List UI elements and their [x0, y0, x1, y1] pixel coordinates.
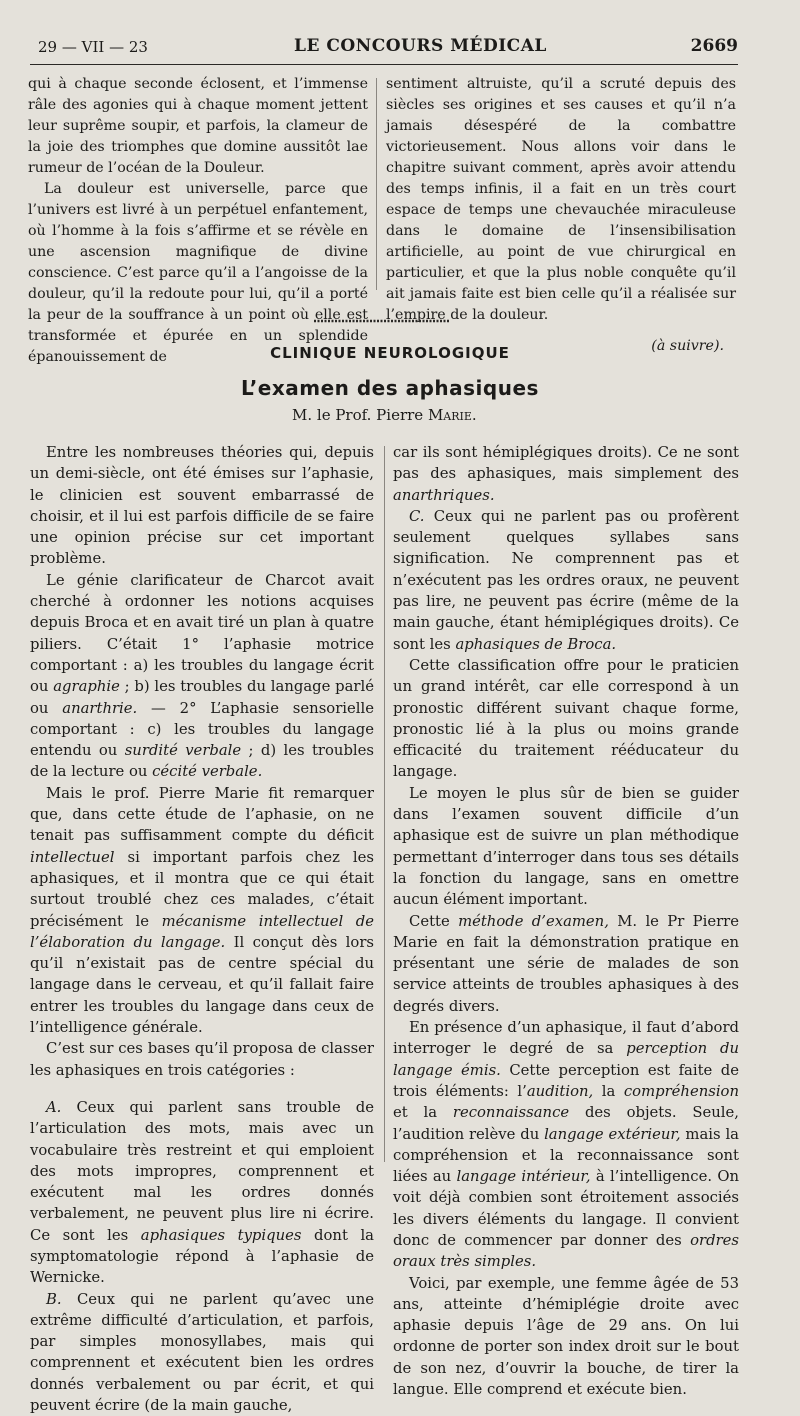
paragraph: sentiment altruiste, qu’il a scruté depuis des siècles ses origines et ses causes et qu’il n’a jamais désespéré de la combattre victorieusement. Nous allons voir dans le chapitre suivant comment, après avoir attendu des temps infinis, il a fait en un très court espace de temps une chevauchée miraculeuse dans le domaine de l’insensibilisation artificielle, au point de vue chirurgical en particulier, et que la plus noble conquête qu’il ait jamais faite est bien celle qu’il a réalisée sur l’empire de la douleur. [386, 76, 736, 323]
previous-article-right-column [386, 74, 736, 357]
paragraph: Entre les nombreuses théories qui, depuis un demi-siècle, ont été émises sur l’aphasie, le clinicien est souvent embarrassé de choisir, et il lui est parfois difficile de se faire une opinion précise sur cet important problème. [30, 444, 374, 568]
paragraph: Le moyen le plus sûr de bien se guider dans l’examen souvent difficile d’un aphasique est de suivre un plan méthodique permettant d’interroger dans tous ses détails la fonction du langage, sans en omettre aucun élément important. [393, 784, 739, 909]
paragraph: Le génie clarificateur de Charcot avait cherché à ordonner les notions acquises depuis Broca et en avait tiré un plan à quatre piliers. C’était 1° l’aphasie motrice comportant : a) les troubles du langage écrit ou agraphie ; b) les troubles du langage parlé ou anarthrie. — 2° L’aphasie sensorielle comportant : c) les troubles du langage entendu ou surdité verbale ; d) les troubles de la lecture ou cécité verbale. [30, 571, 374, 781]
to-be-continued: (à suivre). [651, 338, 724, 354]
category-a-paragraph: A. Ceux qui parlent sans trouble de l’articulation des mots, mais avec un vocabulaire très restreint et qui emploient des mots impropres, comprennent et exécutent mal les ordres donnés verbalement, ne peuvent plus lire ni écrire. Ce sont les aphasiques typiques dont la symptomatologie répond à l’aphasie de Wernicke. [30, 1098, 374, 1287]
page-header [34, 34, 738, 62]
paragraph: Cette méthode d’examen, M. le Pr Pierre Marie en fait la démonstration pratique en présentant une série de malades de son service atteints de troubles aphasiques à des degrés divers. [393, 912, 739, 1015]
category-b-paragraph: B. Ceux qui ne parlent qu’avec une extrême difficulté d’articulation, et parfois, par simples monosyllabes, mais qui comprennent et exécutent bien les ordres donnés verbalement ou par écrit, et qui peuvent écrire (de la main gauche, [30, 1290, 374, 1415]
author-line [292, 406, 477, 424]
column-divider [376, 78, 377, 290]
paragraph: qui à chaque seconde éclosent, et l’immense râle des agonies qui à chaque moment jettent leur suprême soupir, et parfois, la clameur de la joie des triomphes que domine aussitôt lae rumeur de l’océan de la Douleur. [28, 76, 368, 176]
article-left-column [30, 442, 374, 1416]
author-prefix: M. le Prof. Pierre [292, 406, 424, 424]
issue-date: 29 — VII — 23 [38, 38, 148, 56]
article-right-column [393, 442, 739, 1400]
section-heading: CLINIQUE NEUROLOGIQUE [270, 344, 510, 362]
journal-title: LE CONCOURS MÉDICAL [294, 36, 547, 56]
header-rule [30, 64, 738, 65]
page-number: 2669 [690, 36, 738, 56]
section-ornament [312, 316, 452, 326]
paragraph: car ils sont hémiplégiques droits). Ce ne sont pas des aphasiques, mais simplement des anarthriques. [393, 444, 739, 504]
category-c-paragraph: C. Ceux qui ne parlent pas ou profèrent seulement quelques syllabes sans signification. Ne comprennent pas et n’exécutent pas les ordres oraux, ne peuvent pas lire, ne peuvent pas écrire (même de la main gauche, étant hémiplégiques droits). Ce sont les aphasiques de Broca. [393, 507, 739, 653]
paragraph: En présence d’un aphasique, il faut d’abord interroger le degré de sa perception du langage émis. Cette perception est faite de trois éléments: l’audition, la compréhension et la reconnaissance des objets. Seule, l’audition relève du langage extérieur, mais la compréhension et la reconnaissance sont liées au langage intérieur, à l’intelligence. On voit déjà combien sont étroitement associés les divers éléments du langage. Il convient donc de commencer par donner des ordres oraux très simples. [393, 1019, 739, 1271]
paragraph: C’est sur ces bases qu’il proposa de classer les aphasiques en trois catégories : [30, 1040, 374, 1079]
column-divider [384, 446, 385, 1162]
paragraph: Cette classification offre pour le praticien un grand intérêt, car elle correspond à un pronostic différent suivant chaque forme, pronostic lié à la plus ou moins grande efficacité du traitement rééducateur du langage. [393, 656, 739, 781]
article-title: L’examen des aphasiques [241, 376, 539, 400]
paragraph: La douleur est universelle, parce que l’univers est livré à un perpétuel enfantement, où l’homme à la fois s’affirme et se révèle en une ascension magnifique de divine conscience. C’est parce qu’il a l’angoisse de la douleur, qu’il la redoute pour lui, qu’il a porté la peur de la souffrance à un point où elle est transformée et épurée en un splendide épanouissement de [28, 181, 368, 365]
paragraph: Mais le prof. Pierre Marie fit remarquer que, dans cette étude de l’aphasie, on ne tenait pas suffisamment compte du déficit intellectuel si important parfois chez les aphasiques, et il montra que ce qui était surtout troublé chez ces malades, c’était précisément le mécanisme intellectuel de l’élaboration du langage. Il conçut dès lors qu’il n’existait pas de centre spécial du langage dans le cerveau, et qu’il fallait faire entrer les troubles du langage dans ceux de l’intelligence générale. [30, 784, 374, 1037]
author-surname: Marie. [427, 406, 477, 424]
paragraph: Voici, par exemple, une femme âgée de 53 ans, atteinte d’hémiplégie droite avec aphasie depuis l’âge de 29 ans. On lui ordonne de porter son index droit sur le bout de son nez, d’ouvrir la bouche, de tirer la langue. Elle comprend et exécute bien. [393, 1274, 739, 1399]
